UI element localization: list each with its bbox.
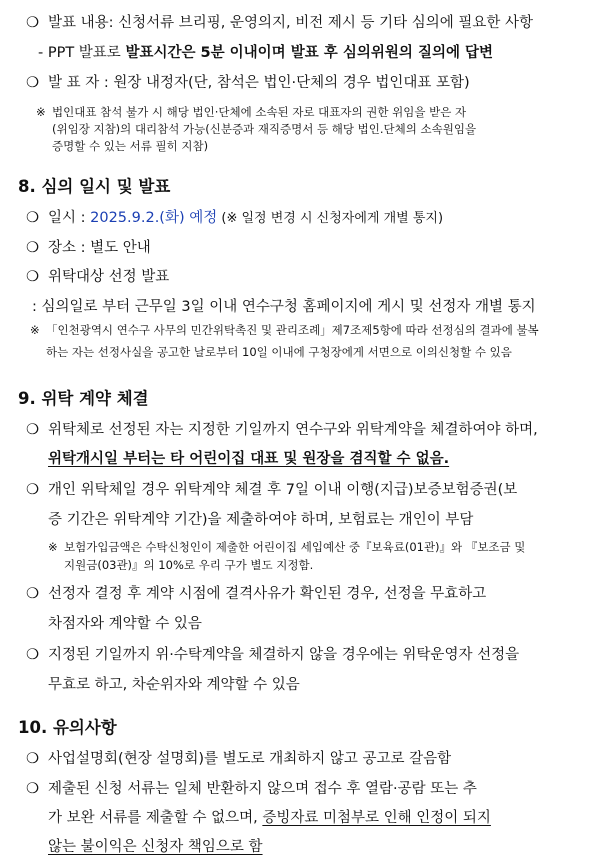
section-heading-9: 9. 위탁 계약 체결: [18, 389, 149, 408]
schedule-note: (※ 일정 변경 시 신청자에게 개별 통지): [217, 211, 444, 226]
disqualification-item-cont: 차점자와 계약할 수 있음: [48, 616, 202, 632]
briefing-item: [26, 747, 451, 768]
proxy-note-cont: (위임장 지참)의 대리참석 가능(신분증과 재직증명서 등 해당 법인.단체의 소속원임을: [52, 122, 477, 136]
item-text: 위탁대상 선정 발표: [48, 269, 170, 285]
reference-mark: ※: [30, 323, 40, 337]
reference-mark: ※: [48, 540, 58, 554]
proxy-note-cont: 증명할 수 있는 서류 필히 지참): [52, 139, 209, 153]
concurrent-post-restriction: 위탁개시일 부터는 타 어린이집 대표 및 원장을 겸직할 수 없음.: [48, 451, 450, 467]
circle-bullet-icon: ❍: [26, 586, 39, 602]
presenter-item: [26, 71, 470, 92]
emphasis-text: 발표시간은 5분 이내이며 발표 후 심의위원의 질의에 답변: [125, 45, 494, 61]
note-text: 보험가입금액은 수탁신청인이 제출한 어린이집 세입예산 중『보육료(01관)』와 『보조금 및: [64, 540, 526, 554]
circle-bullet-icon: ❍: [26, 240, 39, 256]
item-text: 가 보완 서류를 제출할 수 없으며,: [48, 810, 263, 826]
item-text: 선정자 결정 후 계약 시점에 결격사유가 확인된 경우, 선정을 무효하고: [48, 586, 487, 602]
circle-bullet-icon: ❍: [26, 210, 39, 226]
item-text: 위탁체로 선정된 자는 지정한 기일까지 연수구와 위탁계약을 체결하여야 하며,: [48, 422, 538, 438]
ppt-presentation-note: [38, 41, 493, 62]
circle-bullet-icon: ❍: [26, 751, 39, 767]
item-text: 제출된 신청 서류는 일체 반환하지 않으며 접수 후 열람·공람 또는 추: [48, 781, 477, 797]
document-return-item-cont: [48, 806, 491, 827]
announcement-item: [26, 265, 169, 286]
announcement-detail: : 심의일로 부터 근무일 3일 이내 연수구청 홈페이지에 게시 및 선정자 개별 통지: [32, 299, 536, 315]
note-text: 「인천광역시 연수구 사무의 민간위탁촉진 및 관리조례」제7조제5항에 따라 선정심의 결과에 불복: [46, 323, 539, 337]
schedule-item: [26, 206, 443, 227]
objection-note: [30, 322, 539, 338]
insurance-item: [26, 478, 517, 499]
presentation-content-item: [26, 11, 533, 32]
circle-bullet-icon: ❍: [26, 422, 39, 438]
location-item: [26, 236, 151, 257]
item-text: 개인 위탁체일 경우 위탁계약 체결 후 7일 이내 이행(지급)보증보험증권(보: [48, 482, 518, 498]
insurance-item-cont: 증 기간은 위탁계약 기간)을 제출하여야 하며, 보험료는 개인이 부담: [48, 512, 474, 528]
document-return-item-cont-2: 않는 불이익은 신청자 책임으로 함: [48, 839, 263, 855]
section-heading-10: 10. 유의사항: [18, 718, 117, 737]
proxy-note: [36, 104, 466, 120]
circle-bullet-icon: ❍: [26, 15, 39, 31]
note-text: 법인대표 참석 불가 시 해당 법인·단체에 소속된 자로 대표자의 권한 위임을 받은 자: [52, 105, 467, 119]
insurance-amount-note: [48, 539, 525, 555]
underlined-text: 증빙자료 미첨부로 인해 인정이 되지: [262, 810, 491, 826]
item-text: - PPT 발표로: [38, 45, 126, 61]
contract-deadline-item-cont: 무효로 하고, 차순위자와 계약할 수 있음: [48, 677, 300, 693]
circle-bullet-icon: ❍: [26, 269, 39, 285]
item-text: 사업설명회(현장 설명회)를 별도로 개최하지 않고 공고로 갈음함: [48, 751, 452, 767]
contract-item: [26, 418, 538, 439]
section-heading-8: 8. 심의 일시 및 발표: [18, 177, 171, 196]
disqualification-item: [26, 582, 486, 603]
circle-bullet-icon: ❍: [26, 482, 39, 498]
circle-bullet-icon: ❍: [26, 75, 39, 91]
item-text: 지정된 기일까지 위·수탁계약을 체결하지 않을 경우에는 위탁운영자 선정을: [48, 647, 520, 663]
item-text: 발표 내용: 신청서류 브리핑, 운영의지, 비전 제시 등 기타 심의에 필요한 사항: [48, 15, 534, 31]
contract-deadline-item: [26, 643, 519, 664]
reference-mark: ※: [36, 105, 46, 119]
review-date: 2025.9.2.(화) 예정: [90, 210, 218, 226]
circle-bullet-icon: ❍: [26, 647, 39, 663]
item-text: 발 표 자 : 원장 내정자(단, 참석은 법인·단체의 경우 법인대표 포함): [48, 75, 470, 91]
document-return-item: [26, 777, 477, 798]
item-text: 장소 : 별도 안내: [48, 240, 151, 256]
insurance-amount-note-cont: 지원금(03관)』의 10%로 우리 구가 별도 지정함.: [64, 558, 314, 572]
item-text: 일시 :: [48, 210, 91, 226]
objection-note-cont: 하는 자는 선정사실을 공고한 날로부터 10일 이내에 구청장에게 서면으로 이의신청할 수 있음: [46, 345, 512, 359]
circle-bullet-icon: ❍: [26, 781, 39, 797]
